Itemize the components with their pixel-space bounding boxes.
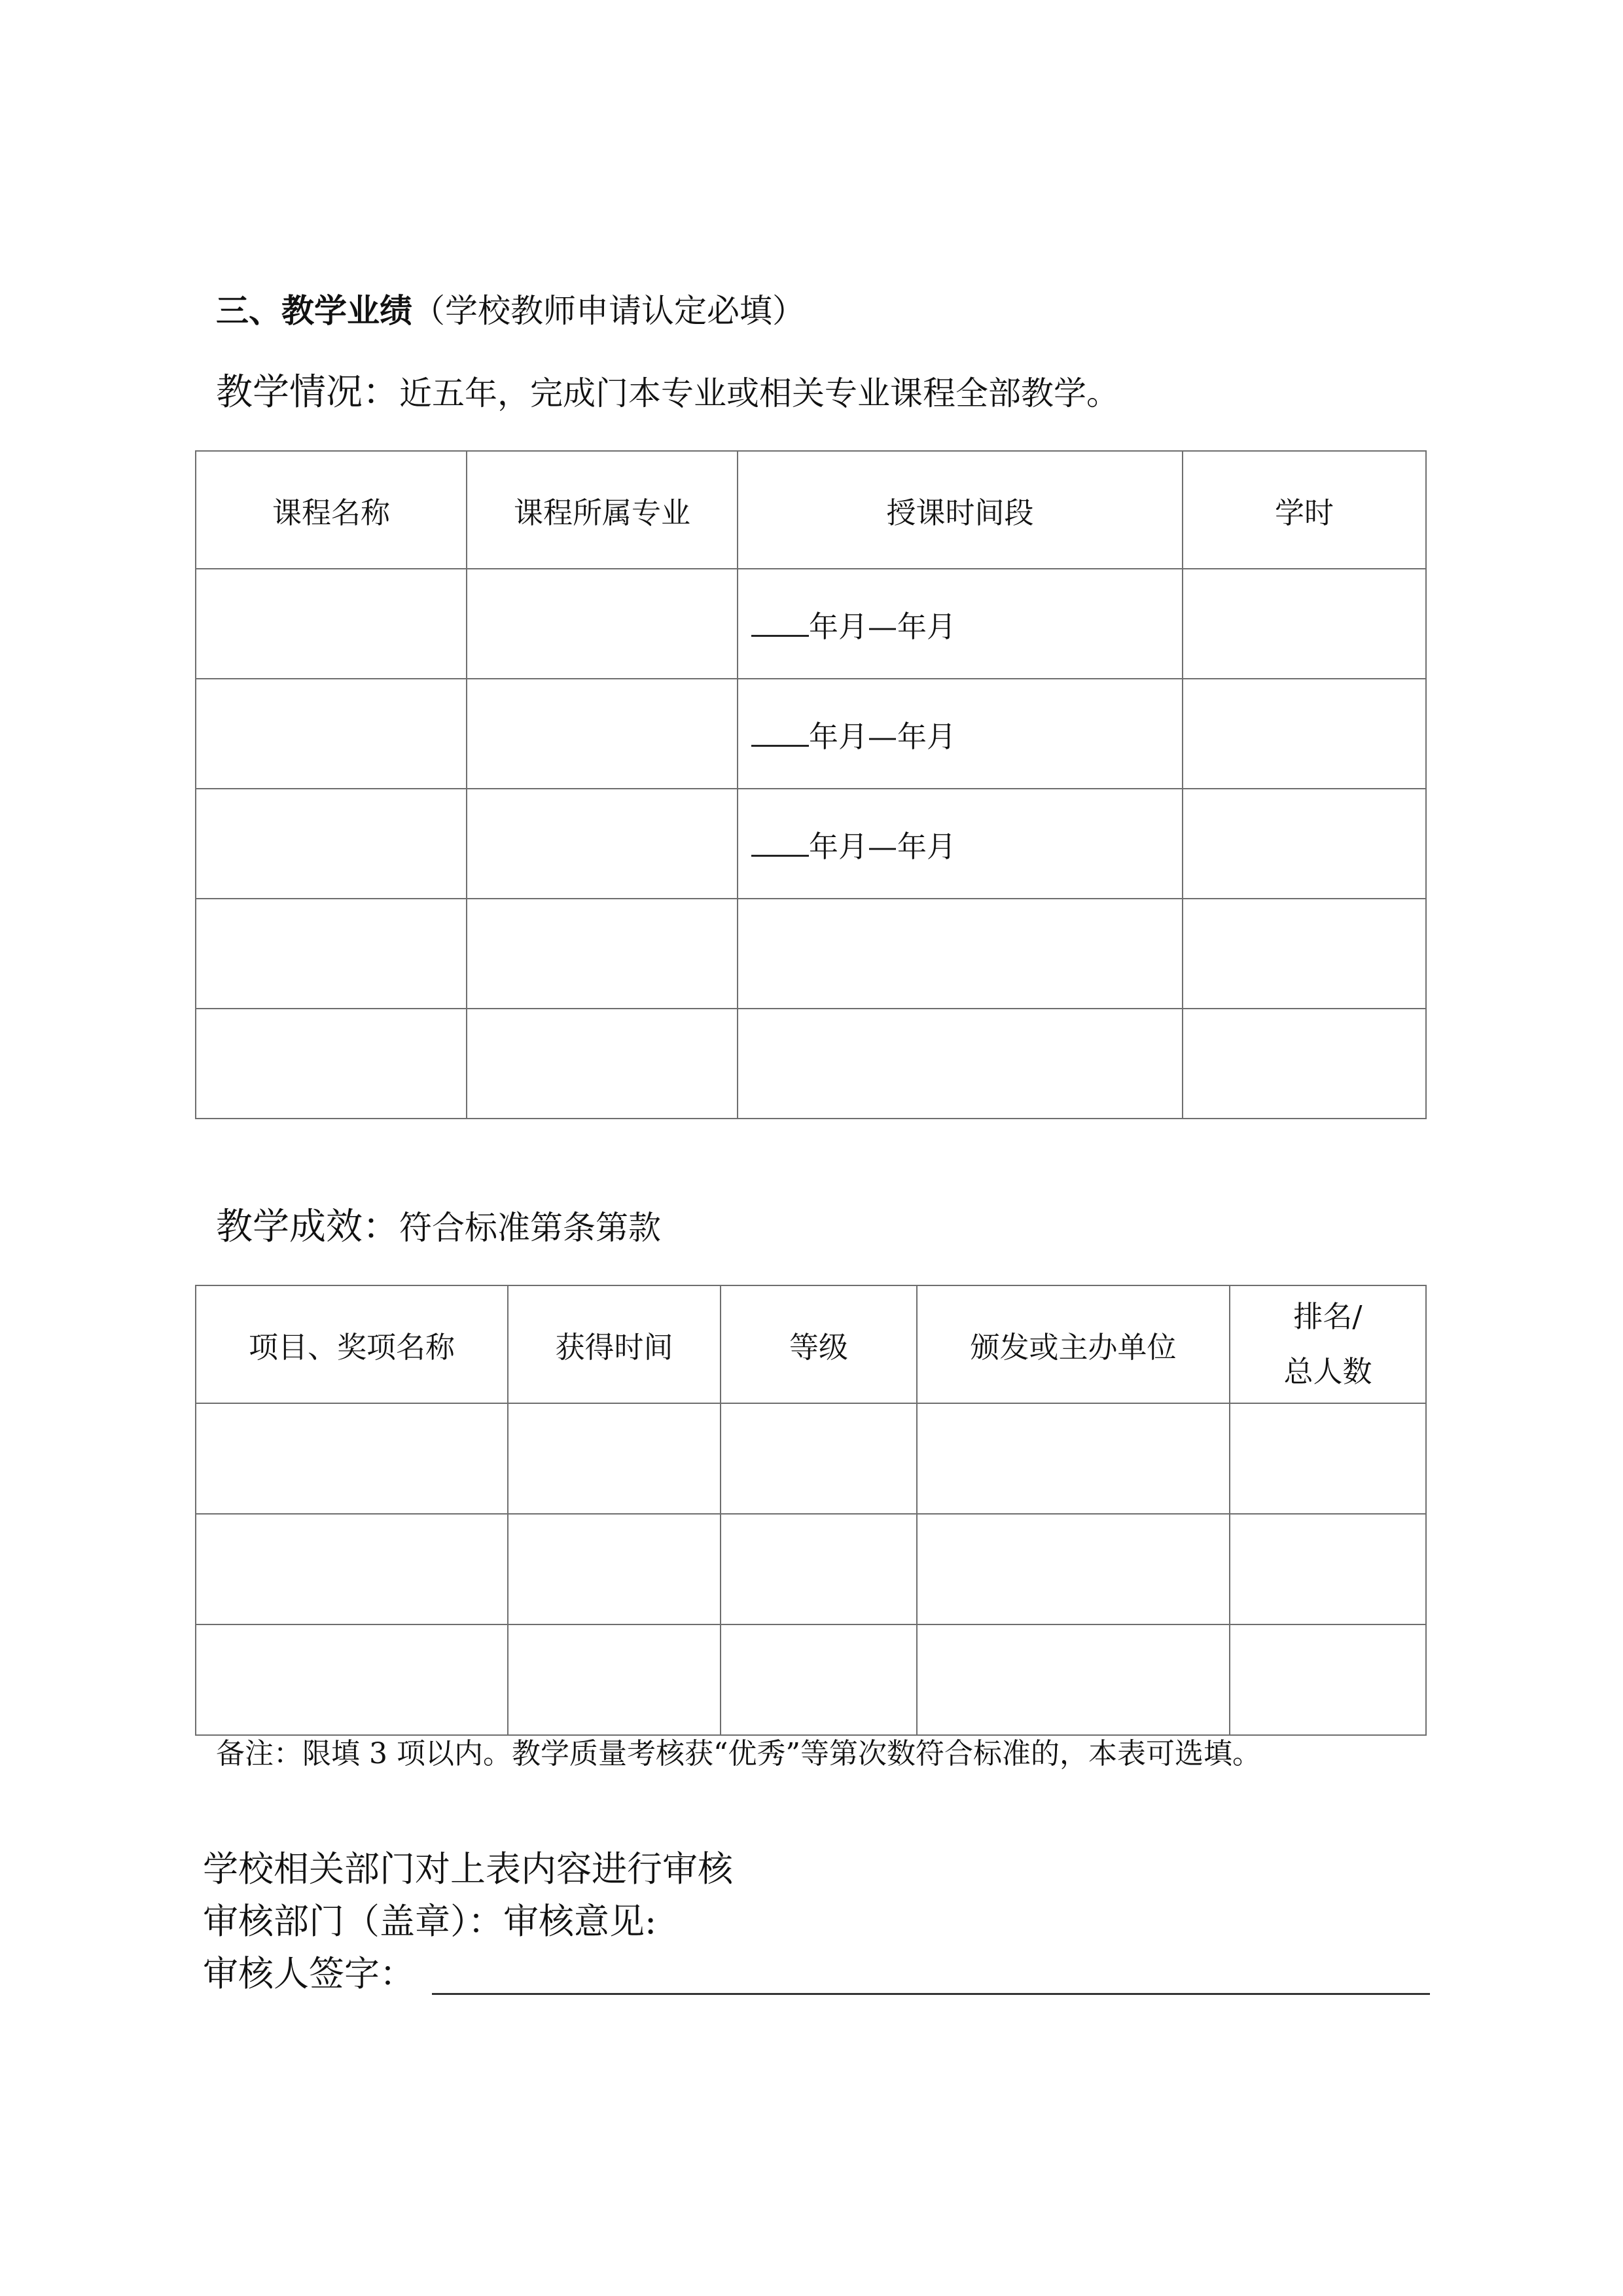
rank-total-cell[interactable] — [1230, 1514, 1426, 1624]
teaching-period-cell[interactable] — [738, 1009, 1183, 1119]
issuing-organization-cell[interactable] — [917, 1514, 1230, 1624]
header-award-name: 项目、奖项名称 — [196, 1285, 508, 1403]
teaching-situation-heading — [216, 370, 1119, 424]
header-course-name: 课程名称 — [196, 451, 467, 569]
award-name-cell[interactable] — [196, 1624, 508, 1735]
course-major-cell[interactable] — [467, 789, 738, 899]
header-award-level: 等级 — [721, 1285, 917, 1403]
class-hours-cell[interactable] — [1183, 1009, 1426, 1119]
course-name-cell[interactable] — [196, 679, 467, 789]
course-name-cell[interactable] — [196, 569, 467, 679]
award-time-cell[interactable] — [508, 1403, 721, 1514]
header-class-hours: 学时 — [1183, 451, 1426, 569]
period-blank-line — [751, 720, 809, 747]
course-major-cell[interactable] — [467, 1009, 738, 1119]
header-rank-line1: 排名/ — [1293, 1299, 1363, 1334]
award-time-cell[interactable] — [508, 1624, 721, 1735]
award-level-cell[interactable] — [721, 1514, 917, 1624]
teaching-situation-table — [195, 450, 1427, 1119]
class-hours-cell[interactable] — [1183, 899, 1426, 1009]
rank-total-cell[interactable] — [1230, 1624, 1426, 1735]
table-row — [196, 1403, 1426, 1514]
course-name-cell[interactable] — [196, 789, 467, 899]
signature-line[interactable] — [432, 1993, 1430, 1995]
section-heading — [216, 288, 805, 334]
header-issuing-organization: 颁发或主办单位 — [917, 1285, 1230, 1403]
course-name-cell[interactable] — [196, 899, 467, 1009]
award-level-cell[interactable] — [721, 1624, 917, 1735]
course-major-cell[interactable] — [467, 679, 738, 789]
period-text: 年月—年月 — [809, 609, 957, 644]
teaching-results-table — [195, 1285, 1427, 1736]
course-major-cell[interactable] — [467, 899, 738, 1009]
teaching-period-cell[interactable] — [738, 679, 1183, 789]
course-name-cell[interactable] — [196, 1009, 467, 1119]
class-hours-cell[interactable] — [1183, 789, 1426, 899]
teaching-results-heading — [216, 1204, 661, 1259]
teaching-period-cell[interactable] — [738, 899, 1183, 1009]
period-blank-line — [751, 610, 809, 637]
table-row — [196, 679, 1426, 789]
teaching-results-label: 教学成效： — [216, 1206, 399, 1248]
table-row — [196, 1009, 1426, 1119]
table-row — [196, 1624, 1426, 1735]
review-department: 审核部门（盖章）：审核意见: — [203, 1901, 657, 1942]
table-row — [196, 569, 1426, 679]
period-text: 年月—年月 — [809, 719, 957, 754]
teaching-results-text: 符合标准第条第款 — [399, 1209, 661, 1247]
reviewer-signature-label: 审核人签字： — [203, 1953, 415, 1994]
issuing-organization-cell[interactable] — [917, 1403, 1230, 1514]
teaching-situation-label: 教学情况： — [216, 371, 399, 414]
period-text: 年月—年月 — [809, 829, 957, 864]
class-hours-cell[interactable] — [1183, 569, 1426, 679]
rank-total-cell[interactable] — [1230, 1403, 1426, 1514]
award-time-cell[interactable] — [508, 1514, 721, 1624]
header-course-major: 课程所属专业 — [467, 451, 738, 569]
award-name-cell[interactable] — [196, 1514, 508, 1624]
header-rank-total — [1230, 1285, 1426, 1403]
table-header-row — [196, 1285, 1426, 1403]
results-note: 备注：限填 3 项以内。教学质量考核获“优秀”等第次数符合标准的，本表可选填。 — [216, 1737, 1261, 1770]
section-heading-note: （学校教师申请认定必填） — [412, 292, 805, 330]
teaching-situation-text: 近五年，完成门本专业或相关专业课程全部教学。 — [399, 374, 1119, 412]
award-level-cell[interactable] — [721, 1403, 917, 1514]
section-heading-title: 三、教学业绩 — [216, 291, 412, 330]
header-award-time: 获得时间 — [508, 1285, 721, 1403]
teaching-period-cell[interactable] — [738, 569, 1183, 679]
class-hours-cell[interactable] — [1183, 679, 1426, 789]
period-blank-line — [751, 830, 809, 857]
teaching-period-cell[interactable] — [738, 789, 1183, 899]
review-statement: 学校相关部门对上表内容进行审核 — [203, 1848, 733, 1890]
header-teaching-period: 授课时间段 — [738, 451, 1183, 569]
table-row — [196, 1514, 1426, 1624]
table-header-row — [196, 451, 1426, 569]
table-row — [196, 899, 1426, 1009]
table-row — [196, 789, 1426, 899]
issuing-organization-cell[interactable] — [917, 1624, 1230, 1735]
header-rank-line2: 总人数 — [1283, 1354, 1372, 1389]
award-name-cell[interactable] — [196, 1403, 508, 1514]
course-major-cell[interactable] — [467, 569, 738, 679]
